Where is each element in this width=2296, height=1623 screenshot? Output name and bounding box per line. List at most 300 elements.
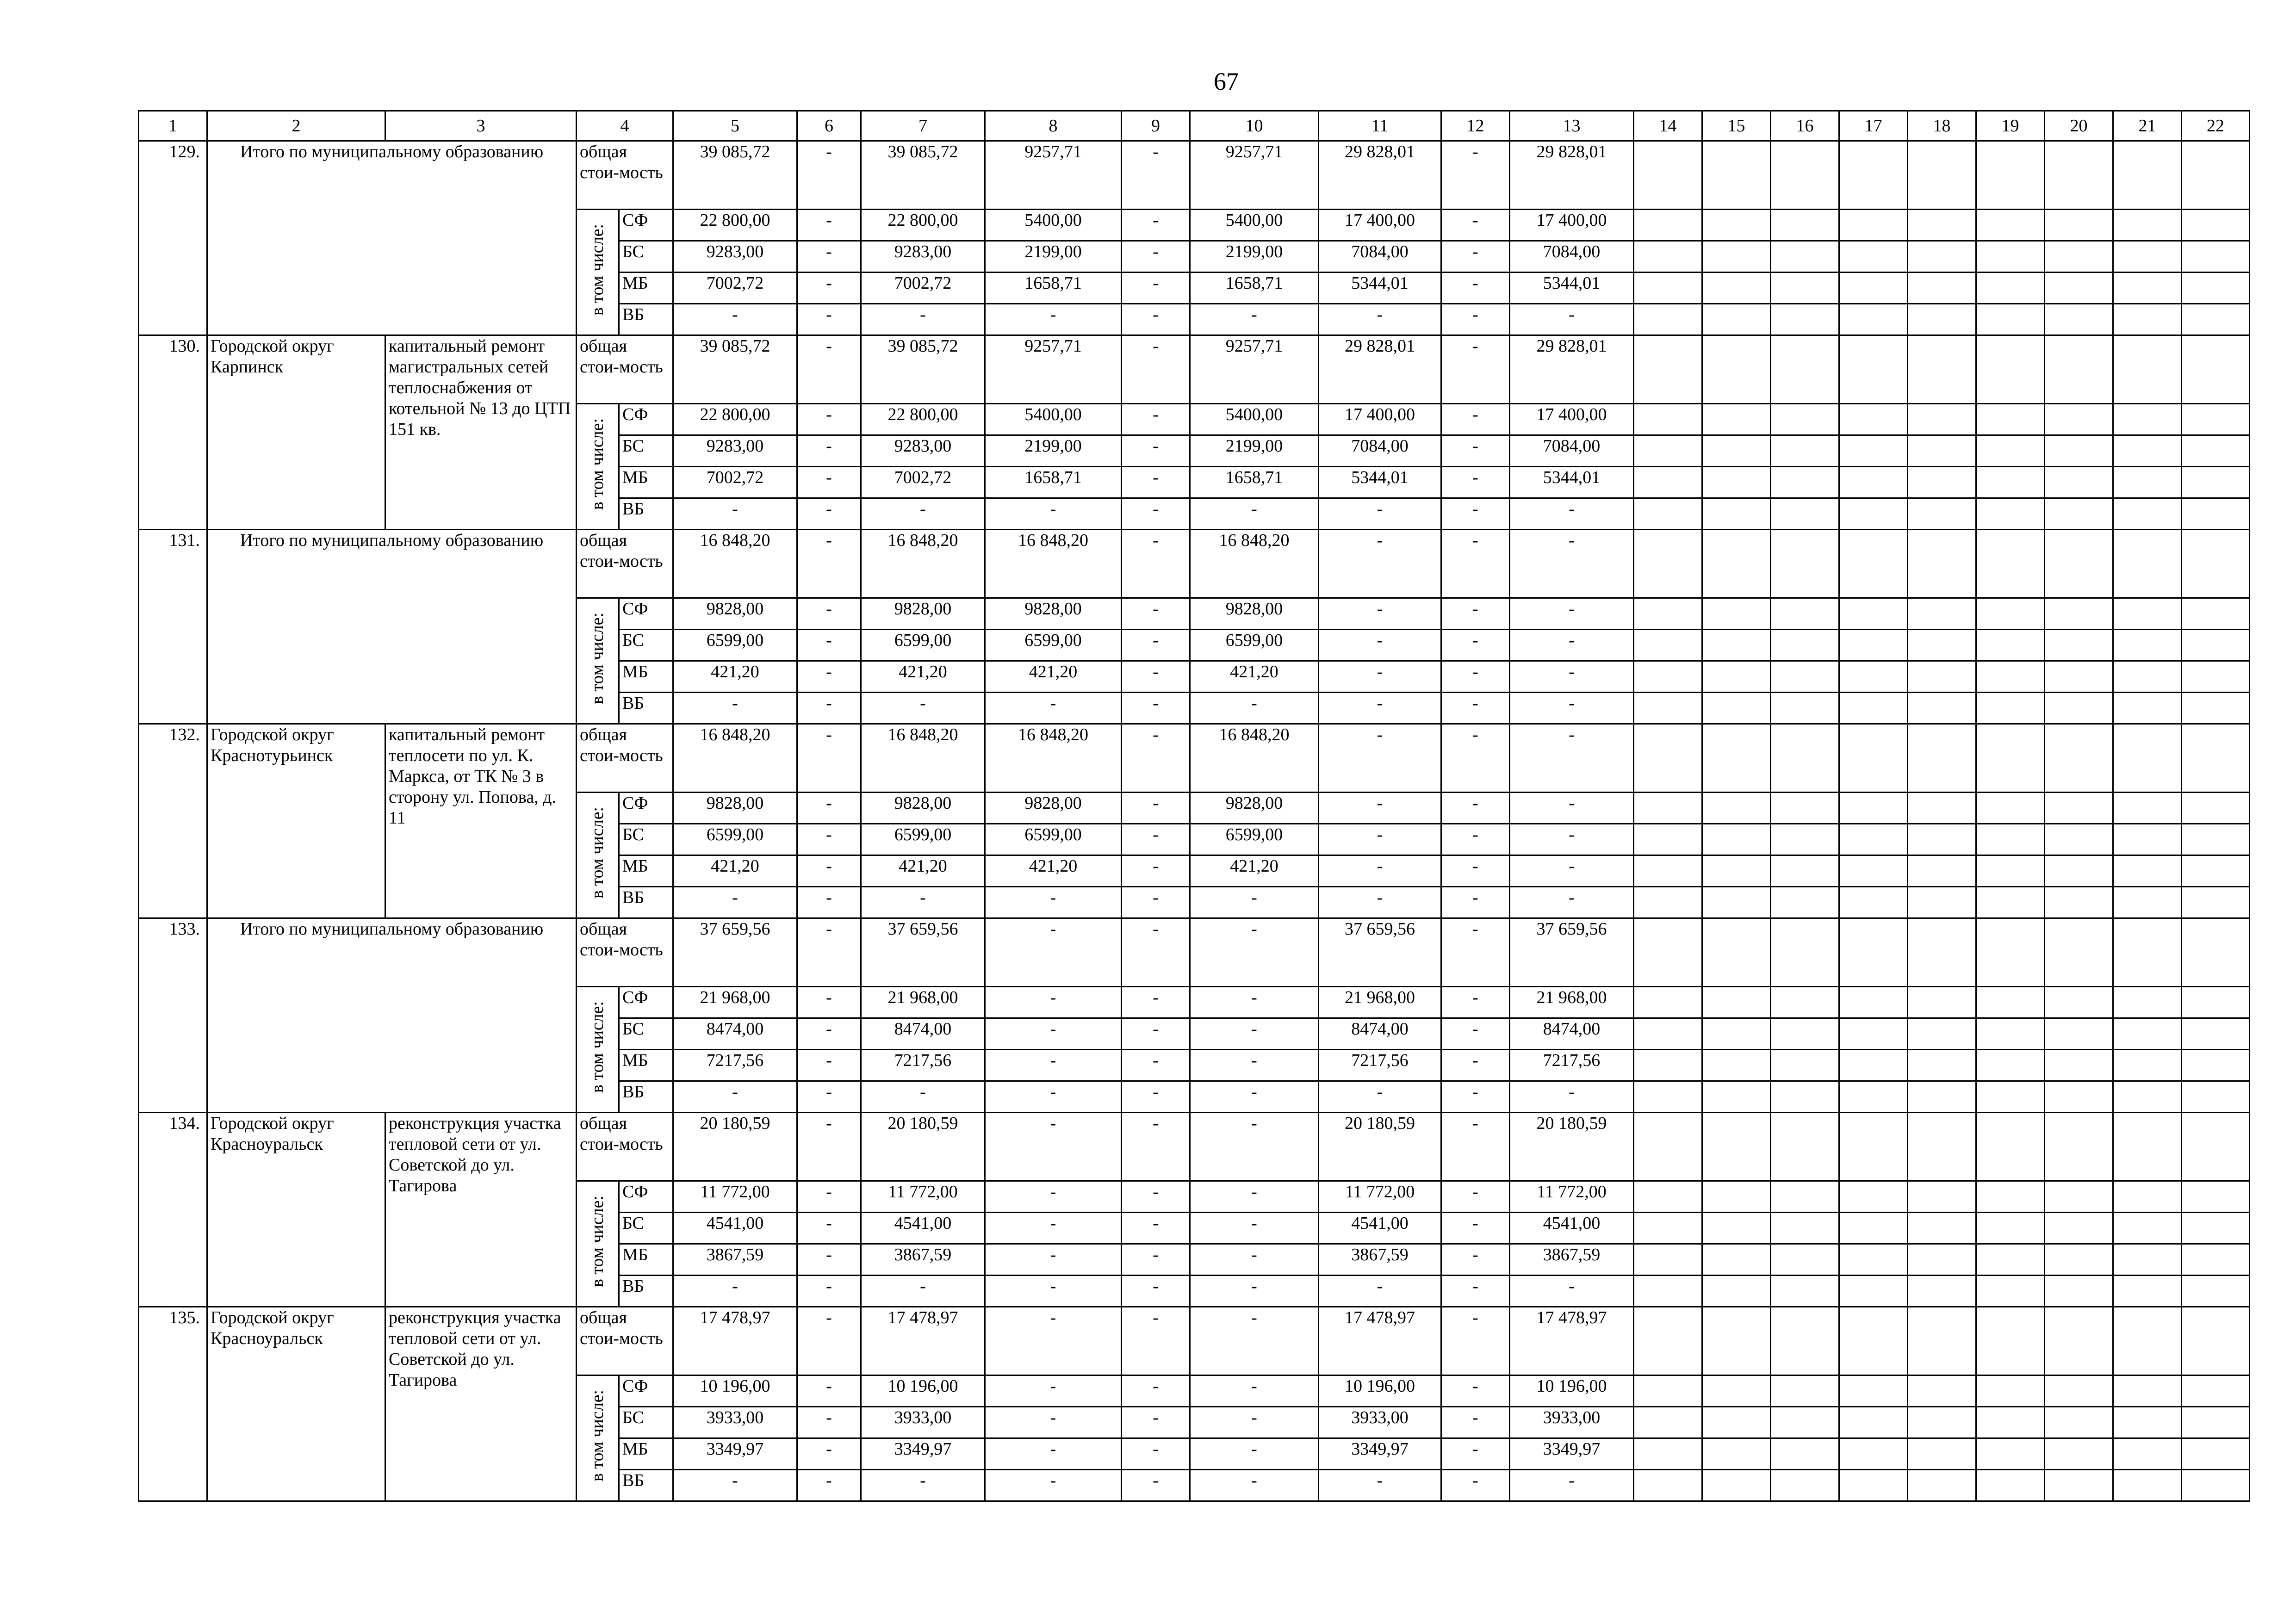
empty-cell — [1976, 530, 2045, 598]
empty-cell — [1976, 1244, 2045, 1276]
empty-cell — [1634, 693, 1702, 724]
empty-cell — [1702, 1113, 1771, 1181]
empty-cell — [1908, 724, 1976, 793]
empty-cell — [1702, 435, 1771, 467]
including-label-cell — [577, 987, 619, 1113]
empty-cell — [2182, 498, 2250, 530]
empty-cell — [1908, 467, 1976, 498]
value-cell: - — [1122, 467, 1190, 498]
value-cell: - — [1122, 1407, 1190, 1438]
empty-cell — [2045, 1050, 2113, 1081]
value-cell: - — [861, 1470, 985, 1501]
empty-cell — [1976, 918, 2045, 987]
empty-cell — [1976, 273, 2045, 304]
empty-cell — [1839, 1375, 1908, 1407]
empty-cell — [1976, 1470, 2045, 1501]
value-cell: - — [1510, 630, 1634, 661]
empty-cell — [2182, 1438, 2250, 1470]
value-cell: 17 400,00 — [1319, 404, 1441, 435]
value-cell: 5400,00 — [1190, 404, 1319, 435]
empty-cell — [1634, 241, 1702, 273]
empty-cell — [1771, 1438, 1839, 1470]
value-cell: - — [861, 693, 985, 724]
empty-cell — [1771, 724, 1839, 793]
including-label: в том числе: — [588, 1389, 607, 1482]
value-cell: 3867,59 — [861, 1244, 985, 1276]
empty-cell — [2045, 1307, 2113, 1375]
value-cell: 29 828,01 — [1319, 141, 1441, 210]
value-cell: - — [985, 1050, 1122, 1081]
empty-cell — [1702, 1276, 1771, 1307]
value-cell: - — [797, 918, 861, 987]
row-number: 129. — [139, 141, 207, 335]
empty-cell — [1702, 693, 1771, 724]
empty-cell — [1976, 241, 2045, 273]
value-cell: - — [1122, 630, 1190, 661]
value-cell: - — [985, 1470, 1122, 1501]
empty-cell — [1702, 1181, 1771, 1213]
total-cost-label: общая стои-мость — [577, 1113, 673, 1181]
value-cell: - — [1122, 335, 1190, 404]
total-cost-label: общая стои-мость — [577, 530, 673, 598]
including-label: в том числе: — [588, 1195, 607, 1288]
value-cell: - — [1190, 1018, 1319, 1050]
empty-cell — [2045, 724, 2113, 793]
value-cell: - — [1441, 1081, 1510, 1113]
value-cell: - — [1441, 435, 1510, 467]
value-cell: 9283,00 — [673, 241, 797, 273]
source-label: МБ — [619, 1244, 673, 1276]
empty-cell — [2045, 1470, 2113, 1501]
empty-cell — [1771, 661, 1839, 693]
empty-cell — [2182, 661, 2250, 693]
empty-cell — [1771, 855, 1839, 887]
empty-cell — [1839, 141, 1908, 210]
including-label-cell — [577, 793, 619, 918]
value-cell: - — [797, 693, 861, 724]
value-cell: 16 848,20 — [1190, 530, 1319, 598]
value-cell: 20 180,59 — [1510, 1113, 1634, 1181]
value-cell: 17 478,97 — [1510, 1307, 1634, 1375]
value-cell: - — [1190, 1244, 1319, 1276]
empty-cell — [2182, 141, 2250, 210]
empty-cell — [1702, 273, 1771, 304]
value-cell: 11 772,00 — [1319, 1181, 1441, 1213]
value-cell: - — [861, 498, 985, 530]
value-cell: 29 828,01 — [1510, 335, 1634, 404]
empty-cell — [1839, 1407, 1908, 1438]
empty-cell — [1976, 498, 2045, 530]
source-label: БС — [619, 1213, 673, 1244]
empty-cell — [2113, 661, 2182, 693]
empty-cell — [1976, 693, 2045, 724]
value-cell: - — [1441, 824, 1510, 855]
empty-cell — [1771, 1213, 1839, 1244]
value-cell: - — [1122, 1018, 1190, 1050]
empty-cell — [1908, 661, 1976, 693]
value-cell: - — [1441, 1244, 1510, 1276]
empty-cell — [1702, 304, 1771, 335]
empty-cell — [1702, 1050, 1771, 1081]
empty-cell — [2045, 273, 2113, 304]
value-cell: - — [1122, 141, 1190, 210]
including-label: в том числе: — [588, 806, 607, 899]
value-cell: - — [861, 887, 985, 918]
source-label: ВБ — [619, 693, 673, 724]
value-cell: 39 085,72 — [673, 335, 797, 404]
header-cell: 7 — [861, 111, 985, 141]
object-cell: реконструкция участка тепловой сети от ул. Советской до ул. Тагирова — [385, 1307, 577, 1501]
empty-cell — [1976, 1018, 2045, 1050]
empty-cell — [1976, 887, 2045, 918]
value-cell: - — [1319, 824, 1441, 855]
value-cell: - — [1122, 241, 1190, 273]
empty-cell — [1702, 467, 1771, 498]
value-cell: 2199,00 — [985, 241, 1122, 273]
value-cell: - — [1441, 304, 1510, 335]
value-cell: 421,20 — [861, 855, 985, 887]
financing-table — [138, 110, 2250, 1502]
value-cell: 8474,00 — [1319, 1018, 1441, 1050]
value-cell: 5344,01 — [1319, 273, 1441, 304]
empty-cell — [1771, 887, 1839, 918]
value-cell: - — [1122, 304, 1190, 335]
empty-cell — [1702, 1307, 1771, 1375]
empty-cell — [1702, 1407, 1771, 1438]
empty-cell — [1908, 1407, 1976, 1438]
empty-cell — [2113, 1307, 2182, 1375]
value-cell: - — [1510, 693, 1634, 724]
empty-cell — [1839, 1081, 1908, 1113]
empty-cell — [1702, 1213, 1771, 1244]
empty-cell — [2113, 1181, 2182, 1213]
empty-cell — [1634, 1181, 1702, 1213]
empty-cell — [2182, 1018, 2250, 1050]
value-cell: - — [1190, 1081, 1319, 1113]
value-cell: 3933,00 — [1510, 1407, 1634, 1438]
value-cell: - — [1441, 1181, 1510, 1213]
empty-cell — [1976, 724, 2045, 793]
value-cell: - — [797, 661, 861, 693]
empty-cell — [1839, 918, 1908, 987]
value-cell: - — [797, 1113, 861, 1181]
empty-cell — [1771, 1018, 1839, 1050]
empty-cell — [1634, 630, 1702, 661]
empty-cell — [2113, 1213, 2182, 1244]
value-cell: - — [797, 1213, 861, 1244]
empty-cell — [1976, 435, 2045, 467]
empty-cell — [2182, 855, 2250, 887]
value-cell: - — [1510, 661, 1634, 693]
value-cell: - — [1122, 1470, 1190, 1501]
source-label: СФ — [619, 598, 673, 630]
empty-cell — [2182, 273, 2250, 304]
value-cell: 6599,00 — [1190, 824, 1319, 855]
source-label: ВБ — [619, 887, 673, 918]
empty-cell — [1771, 304, 1839, 335]
empty-cell — [1908, 1181, 1976, 1213]
empty-cell — [1771, 918, 1839, 987]
empty-cell — [2045, 1375, 2113, 1407]
value-cell: 6599,00 — [861, 630, 985, 661]
value-cell: 16 848,20 — [985, 530, 1122, 598]
source-label: МБ — [619, 1050, 673, 1081]
empty-cell — [1771, 1375, 1839, 1407]
empty-cell — [1702, 918, 1771, 987]
header-cell: 22 — [2182, 111, 2250, 141]
empty-cell — [1908, 1113, 1976, 1181]
value-cell: - — [797, 855, 861, 887]
empty-cell — [2045, 141, 2113, 210]
empty-cell — [1771, 630, 1839, 661]
source-label: БС — [619, 630, 673, 661]
header-cell: 18 — [1908, 111, 1976, 141]
value-cell: - — [985, 304, 1122, 335]
value-cell: - — [1441, 918, 1510, 987]
value-cell: 10 196,00 — [861, 1375, 985, 1407]
value-cell: 421,20 — [985, 661, 1122, 693]
value-cell: 421,20 — [1190, 661, 1319, 693]
table-row-total — [139, 724, 2250, 793]
value-cell: 22 800,00 — [861, 210, 985, 241]
value-cell: 9828,00 — [861, 793, 985, 824]
empty-cell — [2113, 824, 2182, 855]
empty-cell — [1908, 530, 1976, 598]
table-row-total — [139, 530, 2250, 598]
value-cell: - — [1122, 530, 1190, 598]
empty-cell — [2113, 1438, 2182, 1470]
value-cell: 1658,71 — [1190, 467, 1319, 498]
value-cell: - — [985, 1244, 1122, 1276]
empty-cell — [2045, 498, 2113, 530]
empty-cell — [2113, 598, 2182, 630]
value-cell: 21 968,00 — [1319, 987, 1441, 1018]
empty-cell — [1771, 987, 1839, 1018]
value-cell: - — [797, 887, 861, 918]
row-number: 130. — [139, 335, 207, 530]
value-cell: - — [1122, 855, 1190, 887]
empty-cell — [1702, 1081, 1771, 1113]
empty-cell — [2045, 1018, 2113, 1050]
empty-cell — [2113, 241, 2182, 273]
empty-cell — [1976, 210, 2045, 241]
value-cell: 5344,01 — [1510, 467, 1634, 498]
value-cell: - — [1510, 498, 1634, 530]
empty-cell — [1908, 1375, 1976, 1407]
row-number: 135. — [139, 1307, 207, 1501]
value-cell: - — [1190, 1375, 1319, 1407]
value-cell: - — [797, 598, 861, 630]
header-cell: 6 — [797, 111, 861, 141]
empty-cell — [2182, 630, 2250, 661]
value-cell: - — [1441, 404, 1510, 435]
empty-cell — [2182, 724, 2250, 793]
value-cell: 1658,71 — [985, 273, 1122, 304]
empty-cell — [1839, 1018, 1908, 1050]
municipality-cell: Итого по муниципальному образованию — [207, 141, 577, 335]
value-cell: - — [1122, 498, 1190, 530]
empty-cell — [1702, 793, 1771, 824]
empty-cell — [2045, 1213, 2113, 1244]
value-cell: - — [985, 1181, 1122, 1213]
empty-cell — [2182, 304, 2250, 335]
empty-cell — [2113, 630, 2182, 661]
row-number: 133. — [139, 918, 207, 1113]
empty-cell — [1839, 467, 1908, 498]
empty-cell — [2182, 241, 2250, 273]
value-cell: - — [985, 1307, 1122, 1375]
source-label: МБ — [619, 661, 673, 693]
empty-cell — [2113, 1244, 2182, 1276]
value-cell: - — [1441, 1050, 1510, 1081]
empty-cell — [2113, 273, 2182, 304]
value-cell: - — [1510, 1081, 1634, 1113]
empty-cell — [1771, 1050, 1839, 1081]
empty-cell — [2045, 1276, 2113, 1307]
value-cell: - — [1319, 693, 1441, 724]
value-cell: - — [1319, 630, 1441, 661]
empty-cell — [1634, 1018, 1702, 1050]
value-cell: 37 659,56 — [673, 918, 797, 987]
value-cell: 4541,00 — [673, 1213, 797, 1244]
value-cell: 17 478,97 — [673, 1307, 797, 1375]
empty-cell — [2182, 335, 2250, 404]
source-label: ВБ — [619, 304, 673, 335]
value-cell: - — [797, 241, 861, 273]
header-cell: 20 — [2045, 111, 2113, 141]
empty-cell — [1908, 1307, 1976, 1375]
source-label: ВБ — [619, 1470, 673, 1501]
value-cell: - — [797, 1018, 861, 1050]
municipality-cell: Городской округ Красноуральск — [207, 1113, 385, 1307]
value-cell: 9283,00 — [861, 241, 985, 273]
row-number: 132. — [139, 724, 207, 918]
value-cell: 17 400,00 — [1510, 210, 1634, 241]
value-cell: - — [985, 1438, 1122, 1470]
value-cell: - — [797, 1244, 861, 1276]
empty-cell — [2182, 1375, 2250, 1407]
value-cell: - — [1441, 273, 1510, 304]
value-cell: - — [797, 630, 861, 661]
value-cell: 11 772,00 — [861, 1181, 985, 1213]
value-cell: - — [1122, 1213, 1190, 1244]
empty-cell — [2182, 1113, 2250, 1181]
value-cell: - — [1441, 661, 1510, 693]
value-cell: 11 772,00 — [1510, 1181, 1634, 1213]
empty-cell — [1771, 793, 1839, 824]
empty-cell — [2045, 630, 2113, 661]
value-cell: - — [1441, 1375, 1510, 1407]
value-cell: - — [1190, 1213, 1319, 1244]
value-cell: - — [797, 824, 861, 855]
empty-cell — [2113, 693, 2182, 724]
municipality-cell: Городской округ Краснотурьинск — [207, 724, 385, 918]
empty-cell — [2045, 1181, 2113, 1213]
empty-cell — [1702, 987, 1771, 1018]
value-cell: 3867,59 — [673, 1244, 797, 1276]
value-cell: 7217,56 — [1510, 1050, 1634, 1081]
header-cell: 13 — [1510, 111, 1634, 141]
value-cell: 3349,97 — [1319, 1438, 1441, 1470]
empty-cell — [2045, 661, 2113, 693]
including-label: в том числе: — [588, 418, 607, 510]
value-cell: 7217,56 — [1319, 1050, 1441, 1081]
empty-cell — [2113, 498, 2182, 530]
value-cell: - — [1122, 887, 1190, 918]
value-cell: 29 828,01 — [1510, 141, 1634, 210]
header-cell: 17 — [1839, 111, 1908, 141]
empty-cell — [1634, 661, 1702, 693]
value-cell: - — [1122, 1081, 1190, 1113]
value-cell: - — [1122, 1113, 1190, 1181]
empty-cell — [1702, 855, 1771, 887]
value-cell: - — [797, 467, 861, 498]
total-cost-label: общая стои-мость — [577, 141, 673, 210]
empty-cell — [1839, 335, 1908, 404]
value-cell: - — [1441, 1113, 1510, 1181]
value-cell: - — [1441, 210, 1510, 241]
value-cell: - — [1122, 435, 1190, 467]
value-cell: 7084,00 — [1319, 435, 1441, 467]
value-cell: - — [1122, 987, 1190, 1018]
value-cell: - — [1122, 824, 1190, 855]
empty-cell — [2113, 1407, 2182, 1438]
value-cell: 8474,00 — [673, 1018, 797, 1050]
empty-cell — [2045, 693, 2113, 724]
empty-cell — [1771, 1276, 1839, 1307]
value-cell: - — [797, 793, 861, 824]
value-cell: - — [1510, 793, 1634, 824]
empty-cell — [1771, 241, 1839, 273]
empty-cell — [1839, 1307, 1908, 1375]
empty-cell — [1976, 404, 2045, 435]
empty-cell — [1702, 1244, 1771, 1276]
value-cell: 5400,00 — [1190, 210, 1319, 241]
value-cell: 9257,71 — [985, 335, 1122, 404]
empty-cell — [1634, 1375, 1702, 1407]
value-cell: - — [797, 1375, 861, 1407]
empty-cell — [2045, 467, 2113, 498]
value-cell: - — [1510, 724, 1634, 793]
empty-cell — [2045, 1438, 2113, 1470]
value-cell: - — [1122, 918, 1190, 987]
empty-cell — [1839, 724, 1908, 793]
value-cell: - — [1319, 855, 1441, 887]
value-cell: - — [673, 498, 797, 530]
value-cell: - — [1122, 1244, 1190, 1276]
empty-cell — [2045, 1081, 2113, 1113]
value-cell: - — [1319, 793, 1441, 824]
empty-cell — [1702, 1018, 1771, 1050]
empty-cell — [2113, 435, 2182, 467]
value-cell: - — [1441, 1307, 1510, 1375]
value-cell: 16 848,20 — [673, 724, 797, 793]
source-label: БС — [619, 824, 673, 855]
value-cell: - — [797, 304, 861, 335]
value-cell: - — [1122, 404, 1190, 435]
empty-cell — [1908, 1213, 1976, 1244]
value-cell: 9828,00 — [861, 598, 985, 630]
empty-cell — [1771, 1081, 1839, 1113]
empty-cell — [1839, 498, 1908, 530]
empty-cell — [1771, 467, 1839, 498]
header-cell: 12 — [1441, 111, 1510, 141]
empty-cell — [1839, 273, 1908, 304]
value-cell: - — [1441, 1213, 1510, 1244]
value-cell: 7217,56 — [861, 1050, 985, 1081]
value-cell: - — [673, 1276, 797, 1307]
empty-cell — [1908, 435, 1976, 467]
